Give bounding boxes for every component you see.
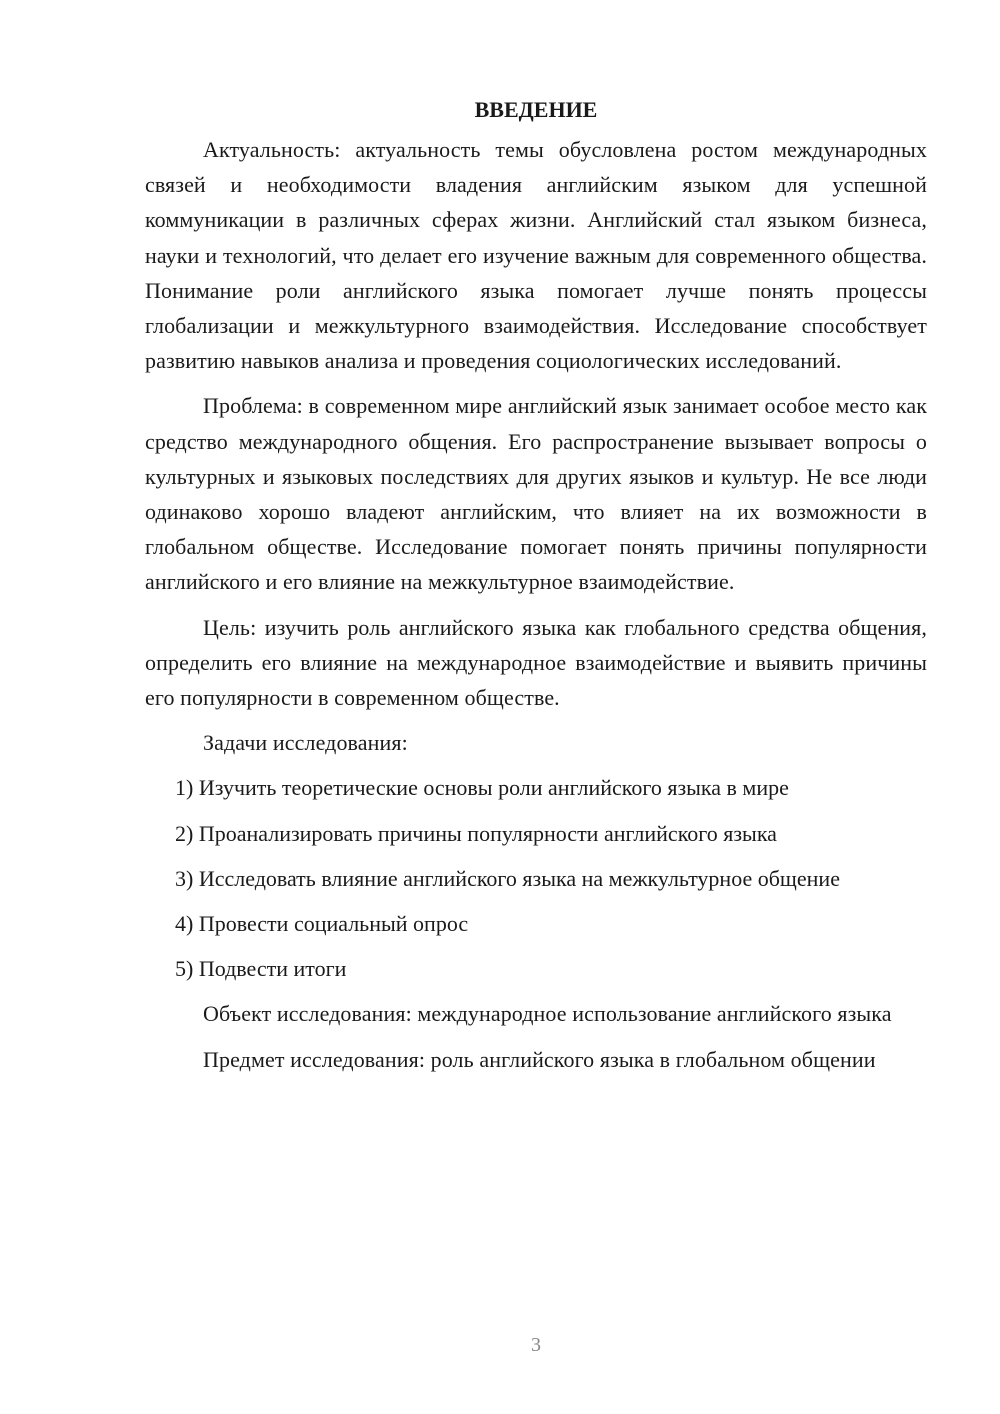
section-heading: ВВЕДЕНИЕ: [474, 97, 598, 122]
task-item-3: 3) Исследовать влияние английского языка на межкультурное общение: [175, 865, 840, 891]
task-item-4: 4) Провести социальный опрос: [175, 911, 469, 937]
goal-paragraph: Цель: изучить роль английского языка как глобального средства общения, определить его влияние на международное взаимодействие и выявить причины его популярности в современном обществе.: [145, 614, 927, 711]
relevance-paragraph: Актуальность: актуальность темы обусловлена ростом международных связей и необходимости владения английским языком для успешной коммуникации в различных сферах жизни. Английский стал языком бизнеса, науки и технологий, что делает его изучение важным для современного общества. Понимание роли английского языка помогает лучше понять процессы глобализации и межкультурного взаимодействия. Исследование способствует развитию навыков анализа и проведения социологических исследований.: [145, 137, 927, 374]
subject-paragraph: Предмет исследования: роль английского языка в глобальном общении: [203, 1046, 876, 1072]
task-item-2: 2) Проанализировать причины популярности английского языка: [175, 820, 777, 846]
object-paragraph: Объект исследования: международное использование английского языка: [203, 1001, 892, 1027]
page-number: 3: [531, 1334, 541, 1356]
task-item-5: 5) Подвести итоги: [175, 956, 347, 982]
tasks-heading: Задачи исследования:: [203, 730, 408, 756]
document-page: [145, 92, 927, 1077]
problem-paragraph: Проблема: в современном мире английский язык занимает особое место как средство международного общения. Его распространение вызывает вопросы о культурных и языковых последствиях для других языков и культур. Не все люди одинаково хорошо владеют английским, что влияет на их возможности в глобальном обществе. Исследование помогает понять причины популярности английского и его влияние на межкультурное взаимодействие.: [145, 393, 927, 595]
task-item-1: 1) Изучить теоретические основы роли английского языка в мире: [175, 775, 789, 801]
